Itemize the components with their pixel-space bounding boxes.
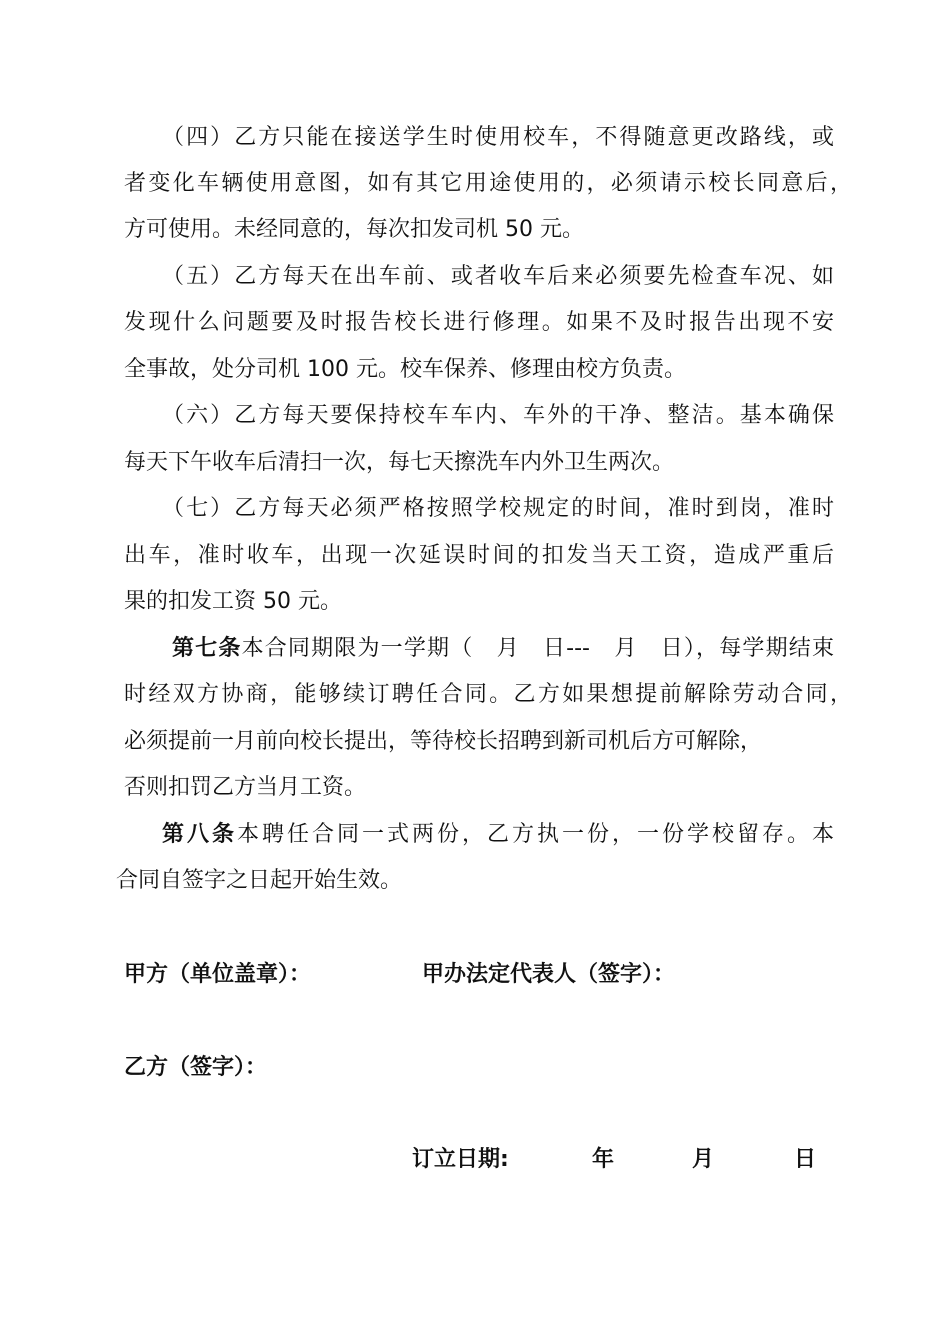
- article-8-text: 本聘任合同一式两份，乙方执一份，一份学校留存。本: [237, 822, 834, 847]
- article-7-line-1: [172, 634, 834, 664]
- date-month-label: 月: [692, 1147, 715, 1172]
- clause-5-line-2: 发现什么问题要及时报告校长进行修理。如果不及时报告出现不安: [124, 310, 834, 335]
- party-b-label: 乙方（签字）：: [124, 1055, 268, 1080]
- article-7-line-2: 时经双方协商，能够续订聘任合同。乙方如果想提前解除劳动合同，: [124, 682, 852, 707]
- legal-representative-label: 甲办法定代表人（签字）：: [422, 962, 676, 987]
- article-8-line-2: 合同自签字之日起开始生效。: [116, 868, 403, 893]
- clause-5-line-1: （五）乙方每天在出车前、或者收车后来必须要先检查车况、如: [162, 264, 834, 289]
- article-8-line-1: [162, 820, 834, 850]
- clause-6-line-2: 每天下午收车后清扫一次，每七天擦洗车内外卫生两次。: [124, 450, 675, 475]
- clause-4-line-1: （四）乙方只能在接送学生时使用校车，不得随意更改路线，或: [162, 125, 834, 150]
- article-8-heading: 第八条: [162, 822, 237, 847]
- date-day-label: 日: [794, 1147, 817, 1172]
- article-7-text: 本合同期限为一学期（ 月 日--- 月 日），每学期结束: [241, 636, 834, 661]
- clause-7-line-2: 出车，准时收车，出现一次延误时间的扣发当天工资，造成严重后: [124, 543, 834, 568]
- party-a-label: 甲方（单位盖章）：: [124, 962, 312, 987]
- clause-5-line-3: 全事故，处分司机 100 元。校车保养、修理由校方负责。: [124, 357, 686, 382]
- clause-4-line-2: 者变化车辆使用意图，如有其它用途使用的，必须请示校长同意后，: [124, 171, 852, 196]
- date-year-label: 年: [592, 1147, 615, 1172]
- clause-4-line-3: 方可使用。未经同意的，每次扣发司机 50 元。: [124, 217, 584, 242]
- article-7-heading: 第七条: [172, 636, 242, 661]
- article-7-line-3: 必须提前一月前向校长提出，等待校长招聘到新司机后方可解除，: [124, 729, 763, 754]
- signing-date-label: 订立日期:: [412, 1147, 509, 1172]
- article-7-line-4: 否则扣罚乙方当月工资。: [124, 775, 367, 800]
- clause-7-line-3: 果的扣发工资 50 元。: [124, 589, 342, 614]
- clause-6-line-1: （六）乙方每天要保持校车车内、车外的干净、整洁。基本确保: [162, 403, 834, 428]
- clause-7-line-1: （七）乙方每天必须严格按照学校规定的时间，准时到岗，准时: [162, 496, 834, 521]
